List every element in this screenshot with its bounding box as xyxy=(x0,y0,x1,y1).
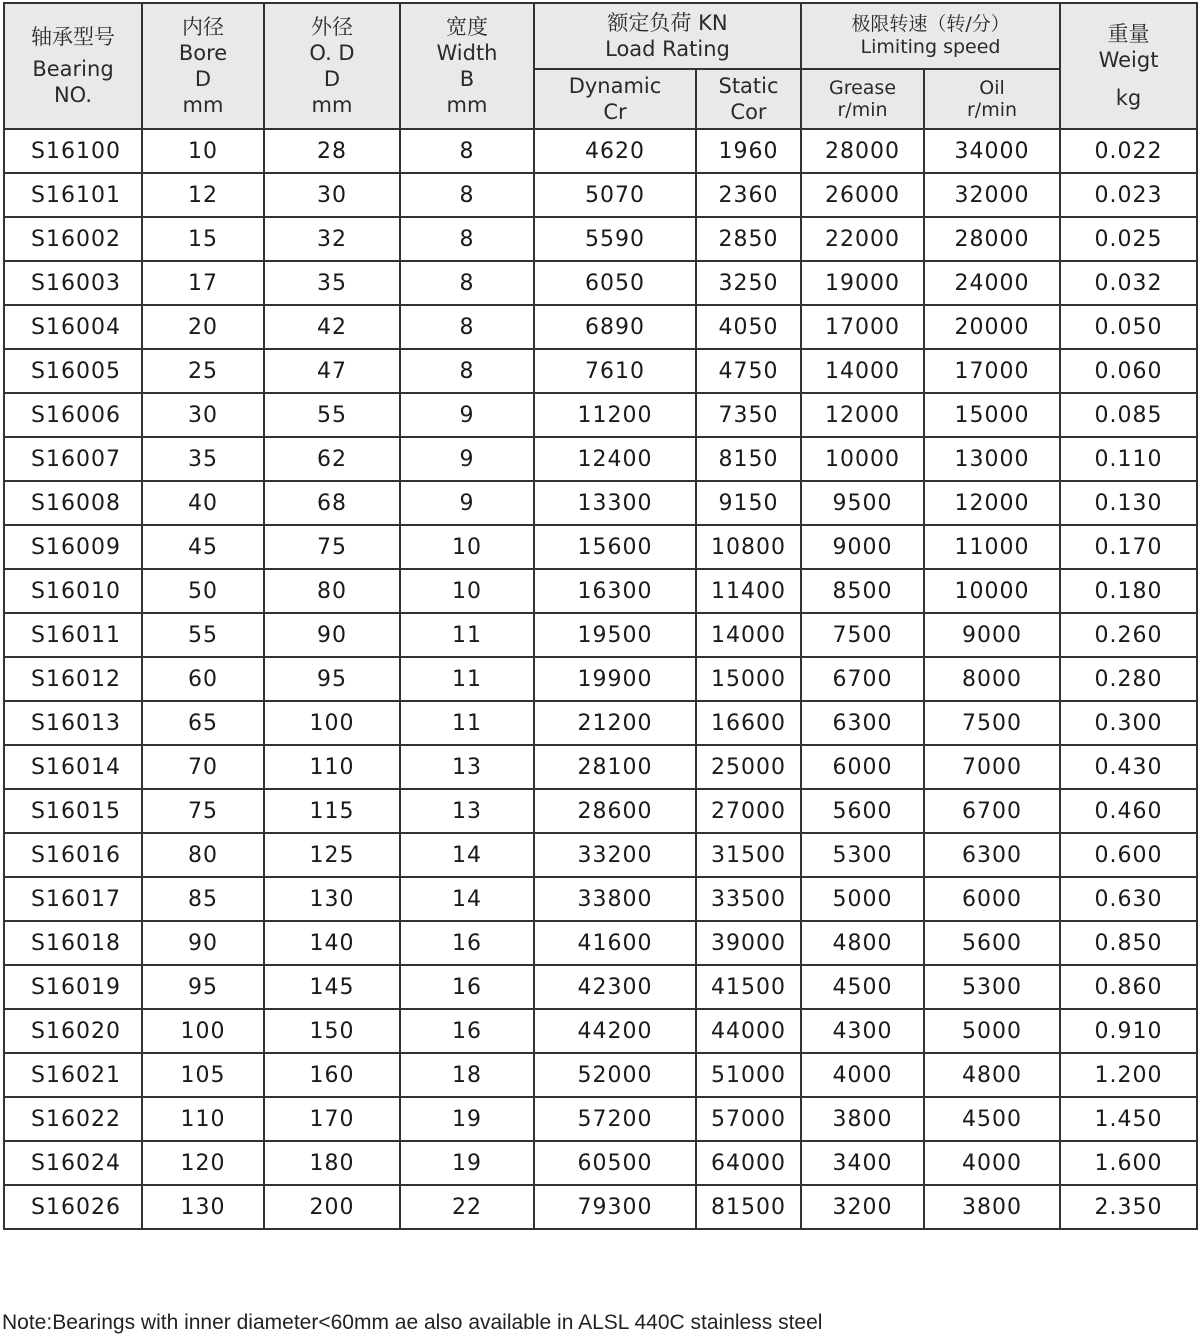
cell-weight: 0.060 xyxy=(1060,349,1197,393)
cell-static-load: 11400 xyxy=(696,569,801,613)
cell-weight: 0.032 xyxy=(1060,261,1197,305)
cell-grease-speed: 6300 xyxy=(801,701,924,745)
cell-static-load: 9150 xyxy=(696,481,801,525)
cell-bore: 40 xyxy=(142,481,264,525)
cell-static-load: 1960 xyxy=(696,129,801,173)
cell-oil-speed: 6000 xyxy=(924,877,1060,921)
header-dynamic: Dynamic Cr xyxy=(534,69,696,129)
cell-oil-speed: 28000 xyxy=(924,217,1060,261)
cell-bearing-no: S16024 xyxy=(4,1141,142,1185)
cell-static-load: 2360 xyxy=(696,173,801,217)
cell-bearing-no: S16019 xyxy=(4,965,142,1009)
cell-static-load: 4050 xyxy=(696,305,801,349)
cell-grease-speed: 9500 xyxy=(801,481,924,525)
header-grease: Grease r/min xyxy=(801,69,924,129)
cell-bearing-no: S16004 xyxy=(4,305,142,349)
cell-oil-speed: 15000 xyxy=(924,393,1060,437)
cell-outer-diameter: 95 xyxy=(264,657,400,701)
table-row xyxy=(4,877,1197,921)
cell-weight: 0.600 xyxy=(1060,833,1197,877)
cell-weight: 0.110 xyxy=(1060,437,1197,481)
header-static: Static Cor xyxy=(696,69,801,129)
cell-weight: 0.630 xyxy=(1060,877,1197,921)
cell-width: 11 xyxy=(400,657,534,701)
cell-width: 11 xyxy=(400,613,534,657)
cell-outer-diameter: 90 xyxy=(264,613,400,657)
cell-weight: 0.130 xyxy=(1060,481,1197,525)
cell-bearing-no: S16100 xyxy=(4,129,142,173)
cell-dynamic-load: 16300 xyxy=(534,569,696,613)
bearing-spec-table xyxy=(3,2,1198,1230)
cell-oil-speed: 7000 xyxy=(924,745,1060,789)
cell-bore: 25 xyxy=(142,349,264,393)
cell-width: 10 xyxy=(400,569,534,613)
cell-outer-diameter: 145 xyxy=(264,965,400,1009)
cell-oil-speed: 4000 xyxy=(924,1141,1060,1185)
cell-width: 13 xyxy=(400,745,534,789)
header-width: 宽度 Width B mm xyxy=(400,3,534,129)
cell-static-load: 27000 xyxy=(696,789,801,833)
cell-bore: 10 xyxy=(142,129,264,173)
cell-static-load: 44000 xyxy=(696,1009,801,1053)
cell-bearing-no: S16014 xyxy=(4,745,142,789)
cell-bearing-no: S16020 xyxy=(4,1009,142,1053)
table-row xyxy=(4,789,1197,833)
cell-weight: 0.910 xyxy=(1060,1009,1197,1053)
cell-static-load: 2850 xyxy=(696,217,801,261)
cell-weight: 1.450 xyxy=(1060,1097,1197,1141)
cell-bore: 12 xyxy=(142,173,264,217)
cell-static-load: 10800 xyxy=(696,525,801,569)
cell-weight: 0.430 xyxy=(1060,745,1197,789)
table-row xyxy=(4,1141,1197,1185)
cell-bore: 130 xyxy=(142,1185,264,1229)
cell-dynamic-load: 7610 xyxy=(534,349,696,393)
cell-dynamic-load: 79300 xyxy=(534,1185,696,1229)
cell-bore: 20 xyxy=(142,305,264,349)
cell-weight: 1.200 xyxy=(1060,1053,1197,1097)
cell-outer-diameter: 140 xyxy=(264,921,400,965)
cell-outer-diameter: 80 xyxy=(264,569,400,613)
table-row xyxy=(4,1053,1197,1097)
cell-bearing-no: S16021 xyxy=(4,1053,142,1097)
cell-grease-speed: 17000 xyxy=(801,305,924,349)
cell-oil-speed: 4800 xyxy=(924,1053,1060,1097)
cell-bore: 55 xyxy=(142,613,264,657)
table-row xyxy=(4,305,1197,349)
cell-static-load: 81500 xyxy=(696,1185,801,1229)
cell-outer-diameter: 35 xyxy=(264,261,400,305)
table-row xyxy=(4,349,1197,393)
table-row xyxy=(4,261,1197,305)
header-outer-diameter: 外径 O. D D mm xyxy=(264,3,400,129)
cell-grease-speed: 22000 xyxy=(801,217,924,261)
cell-oil-speed: 24000 xyxy=(924,261,1060,305)
cell-dynamic-load: 44200 xyxy=(534,1009,696,1053)
cell-bearing-no: S16015 xyxy=(4,789,142,833)
cell-dynamic-load: 15600 xyxy=(534,525,696,569)
cell-width: 16 xyxy=(400,921,534,965)
cell-dynamic-load: 33800 xyxy=(534,877,696,921)
cell-grease-speed: 4800 xyxy=(801,921,924,965)
table-row xyxy=(4,1009,1197,1053)
cell-bearing-no: S16101 xyxy=(4,173,142,217)
cell-width: 16 xyxy=(400,1009,534,1053)
cell-outer-diameter: 42 xyxy=(264,305,400,349)
cell-static-load: 8150 xyxy=(696,437,801,481)
cell-outer-diameter: 125 xyxy=(264,833,400,877)
cell-static-load: 41500 xyxy=(696,965,801,1009)
cell-grease-speed: 6700 xyxy=(801,657,924,701)
cell-bore: 120 xyxy=(142,1141,264,1185)
cell-static-load: 4750 xyxy=(696,349,801,393)
cell-bore: 100 xyxy=(142,1009,264,1053)
cell-dynamic-load: 41600 xyxy=(534,921,696,965)
cell-dynamic-load: 13300 xyxy=(534,481,696,525)
cell-dynamic-load: 52000 xyxy=(534,1053,696,1097)
table-row xyxy=(4,833,1197,877)
cell-dynamic-load: 42300 xyxy=(534,965,696,1009)
cell-grease-speed: 5600 xyxy=(801,789,924,833)
cell-bore: 105 xyxy=(142,1053,264,1097)
cell-static-load: 31500 xyxy=(696,833,801,877)
cell-oil-speed: 32000 xyxy=(924,173,1060,217)
cell-bore: 75 xyxy=(142,789,264,833)
cell-weight: 0.460 xyxy=(1060,789,1197,833)
table-row xyxy=(4,525,1197,569)
cell-weight: 0.260 xyxy=(1060,613,1197,657)
cell-grease-speed: 26000 xyxy=(801,173,924,217)
table-row xyxy=(4,613,1197,657)
header-bearing-no: 轴承型号 Bearing NO. xyxy=(4,3,142,129)
cell-static-load: 64000 xyxy=(696,1141,801,1185)
cell-weight: 0.280 xyxy=(1060,657,1197,701)
cell-dynamic-load: 21200 xyxy=(534,701,696,745)
cell-static-load: 39000 xyxy=(696,921,801,965)
cell-bore: 45 xyxy=(142,525,264,569)
table-row xyxy=(4,701,1197,745)
cell-grease-speed: 5300 xyxy=(801,833,924,877)
cell-width: 16 xyxy=(400,965,534,1009)
cell-width: 11 xyxy=(400,701,534,745)
cell-oil-speed: 5600 xyxy=(924,921,1060,965)
cell-bearing-no: S16006 xyxy=(4,393,142,437)
cell-width: 8 xyxy=(400,173,534,217)
cell-width: 8 xyxy=(400,217,534,261)
cell-bore: 17 xyxy=(142,261,264,305)
cell-grease-speed: 3400 xyxy=(801,1141,924,1185)
cell-width: 14 xyxy=(400,877,534,921)
cell-dynamic-load: 28600 xyxy=(534,789,696,833)
cell-bearing-no: S16018 xyxy=(4,921,142,965)
cell-bore: 70 xyxy=(142,745,264,789)
cell-outer-diameter: 130 xyxy=(264,877,400,921)
cell-outer-diameter: 28 xyxy=(264,129,400,173)
cell-grease-speed: 5000 xyxy=(801,877,924,921)
cell-grease-speed: 9000 xyxy=(801,525,924,569)
table-row xyxy=(4,1185,1197,1229)
cell-bearing-no: S16017 xyxy=(4,877,142,921)
cell-bore: 110 xyxy=(142,1097,264,1141)
cell-weight: 0.023 xyxy=(1060,173,1197,217)
cell-grease-speed: 3800 xyxy=(801,1097,924,1141)
cell-dynamic-load: 19900 xyxy=(534,657,696,701)
table-row xyxy=(4,393,1197,437)
cell-weight: 0.850 xyxy=(1060,921,1197,965)
cell-grease-speed: 7500 xyxy=(801,613,924,657)
cell-dynamic-load: 60500 xyxy=(534,1141,696,1185)
cell-width: 13 xyxy=(400,789,534,833)
cell-bearing-no: S16012 xyxy=(4,657,142,701)
cell-oil-speed: 7500 xyxy=(924,701,1060,745)
cell-weight: 0.180 xyxy=(1060,569,1197,613)
cell-width: 22 xyxy=(400,1185,534,1229)
cell-width: 8 xyxy=(400,305,534,349)
cell-oil-speed: 17000 xyxy=(924,349,1060,393)
cell-width: 19 xyxy=(400,1097,534,1141)
cell-bore: 80 xyxy=(142,833,264,877)
cell-grease-speed: 19000 xyxy=(801,261,924,305)
cell-bore: 65 xyxy=(142,701,264,745)
cell-bore: 50 xyxy=(142,569,264,613)
table-row xyxy=(4,965,1197,1009)
table-row xyxy=(4,217,1197,261)
cell-static-load: 3250 xyxy=(696,261,801,305)
cell-grease-speed: 3200 xyxy=(801,1185,924,1229)
cell-width: 10 xyxy=(400,525,534,569)
cell-width: 8 xyxy=(400,129,534,173)
cell-static-load: 14000 xyxy=(696,613,801,657)
cell-outer-diameter: 55 xyxy=(264,393,400,437)
cell-oil-speed: 5300 xyxy=(924,965,1060,1009)
cell-grease-speed: 4300 xyxy=(801,1009,924,1053)
cell-bore: 30 xyxy=(142,393,264,437)
cell-dynamic-load: 6890 xyxy=(534,305,696,349)
table-row xyxy=(4,569,1197,613)
cell-bore: 95 xyxy=(142,965,264,1009)
cell-static-load: 15000 xyxy=(696,657,801,701)
cell-dynamic-load: 6050 xyxy=(534,261,696,305)
cell-dynamic-load: 5590 xyxy=(534,217,696,261)
cell-static-load: 51000 xyxy=(696,1053,801,1097)
table-row xyxy=(4,173,1197,217)
cell-oil-speed: 13000 xyxy=(924,437,1060,481)
cell-bearing-no: S16011 xyxy=(4,613,142,657)
cell-bearing-no: S16007 xyxy=(4,437,142,481)
cell-width: 19 xyxy=(400,1141,534,1185)
cell-bearing-no: S16009 xyxy=(4,525,142,569)
cell-outer-diameter: 180 xyxy=(264,1141,400,1185)
cell-outer-diameter: 150 xyxy=(264,1009,400,1053)
cell-dynamic-load: 5070 xyxy=(534,173,696,217)
cell-dynamic-load: 4620 xyxy=(534,129,696,173)
cell-static-load: 57000 xyxy=(696,1097,801,1141)
cell-oil-speed: 3800 xyxy=(924,1185,1060,1229)
cell-oil-speed: 5000 xyxy=(924,1009,1060,1053)
cell-static-load: 25000 xyxy=(696,745,801,789)
cell-grease-speed: 4000 xyxy=(801,1053,924,1097)
cell-width: 9 xyxy=(400,481,534,525)
cell-dynamic-load: 12400 xyxy=(534,437,696,481)
cell-outer-diameter: 30 xyxy=(264,173,400,217)
cell-grease-speed: 6000 xyxy=(801,745,924,789)
cell-bore: 85 xyxy=(142,877,264,921)
cell-bore: 60 xyxy=(142,657,264,701)
cell-outer-diameter: 170 xyxy=(264,1097,400,1141)
header-oil: Oil r/min xyxy=(924,69,1060,129)
table-row xyxy=(4,481,1197,525)
cell-static-load: 16600 xyxy=(696,701,801,745)
cell-outer-diameter: 47 xyxy=(264,349,400,393)
cell-oil-speed: 34000 xyxy=(924,129,1060,173)
cell-grease-speed: 12000 xyxy=(801,393,924,437)
header-weight: 重量 Weigt kg xyxy=(1060,3,1197,129)
cell-width: 9 xyxy=(400,393,534,437)
cell-bearing-no: S16005 xyxy=(4,349,142,393)
cell-dynamic-load: 57200 xyxy=(534,1097,696,1141)
table-row xyxy=(4,657,1197,701)
cell-bearing-no: S16013 xyxy=(4,701,142,745)
cell-oil-speed: 6300 xyxy=(924,833,1060,877)
cell-bearing-no: S16016 xyxy=(4,833,142,877)
cell-weight: 0.050 xyxy=(1060,305,1197,349)
header-limiting-speed: 极限转速（转/分） Limiting speed xyxy=(801,3,1060,69)
cell-outer-diameter: 32 xyxy=(264,217,400,261)
cell-outer-diameter: 115 xyxy=(264,789,400,833)
table-body xyxy=(4,129,1197,1229)
cell-weight: 0.170 xyxy=(1060,525,1197,569)
cell-bore: 90 xyxy=(142,921,264,965)
cell-weight: 1.600 xyxy=(1060,1141,1197,1185)
cell-grease-speed: 10000 xyxy=(801,437,924,481)
cell-bearing-no: S16002 xyxy=(4,217,142,261)
header-bore: 内径 Bore D mm xyxy=(142,3,264,129)
cell-dynamic-load: 11200 xyxy=(534,393,696,437)
cell-outer-diameter: 62 xyxy=(264,437,400,481)
cell-bearing-no: S16003 xyxy=(4,261,142,305)
cell-width: 8 xyxy=(400,261,534,305)
table-row xyxy=(4,1097,1197,1141)
cell-bore: 35 xyxy=(142,437,264,481)
cell-outer-diameter: 160 xyxy=(264,1053,400,1097)
cell-bearing-no: S16026 xyxy=(4,1185,142,1229)
cell-weight: 2.350 xyxy=(1060,1185,1197,1229)
cell-grease-speed: 14000 xyxy=(801,349,924,393)
cell-outer-diameter: 68 xyxy=(264,481,400,525)
table-row xyxy=(4,745,1197,789)
cell-static-load: 33500 xyxy=(696,877,801,921)
cell-bearing-no: S16010 xyxy=(4,569,142,613)
cell-dynamic-load: 19500 xyxy=(534,613,696,657)
cell-oil-speed: 4500 xyxy=(924,1097,1060,1141)
cell-bearing-no: S16008 xyxy=(4,481,142,525)
cell-width: 8 xyxy=(400,349,534,393)
header-load-rating: 额定负荷 KN Load Rating xyxy=(534,3,801,69)
cell-oil-speed: 12000 xyxy=(924,481,1060,525)
cell-oil-speed: 8000 xyxy=(924,657,1060,701)
cell-dynamic-load: 33200 xyxy=(534,833,696,877)
cell-outer-diameter: 110 xyxy=(264,745,400,789)
cell-weight: 0.085 xyxy=(1060,393,1197,437)
footnote: Note:Bearings with inner diameter<60mm ae also available in ALSL 440C stainless steel xyxy=(2,1311,823,1334)
cell-oil-speed: 6700 xyxy=(924,789,1060,833)
cell-dynamic-load: 28100 xyxy=(534,745,696,789)
table-row xyxy=(4,921,1197,965)
cell-weight: 0.025 xyxy=(1060,217,1197,261)
cell-grease-speed: 4500 xyxy=(801,965,924,1009)
cell-bore: 15 xyxy=(142,217,264,261)
cell-bearing-no: S16022 xyxy=(4,1097,142,1141)
cell-grease-speed: 8500 xyxy=(801,569,924,613)
cell-weight: 0.860 xyxy=(1060,965,1197,1009)
cell-oil-speed: 10000 xyxy=(924,569,1060,613)
cell-outer-diameter: 100 xyxy=(264,701,400,745)
cell-outer-diameter: 75 xyxy=(264,525,400,569)
cell-oil-speed: 9000 xyxy=(924,613,1060,657)
cell-width: 9 xyxy=(400,437,534,481)
table-row xyxy=(4,437,1197,481)
cell-weight: 0.022 xyxy=(1060,129,1197,173)
cell-outer-diameter: 200 xyxy=(264,1185,400,1229)
table-row xyxy=(4,129,1197,173)
cell-oil-speed: 11000 xyxy=(924,525,1060,569)
cell-static-load: 7350 xyxy=(696,393,801,437)
cell-weight: 0.300 xyxy=(1060,701,1197,745)
cell-grease-speed: 28000 xyxy=(801,129,924,173)
cell-width: 14 xyxy=(400,833,534,877)
cell-width: 18 xyxy=(400,1053,534,1097)
cell-oil-speed: 20000 xyxy=(924,305,1060,349)
